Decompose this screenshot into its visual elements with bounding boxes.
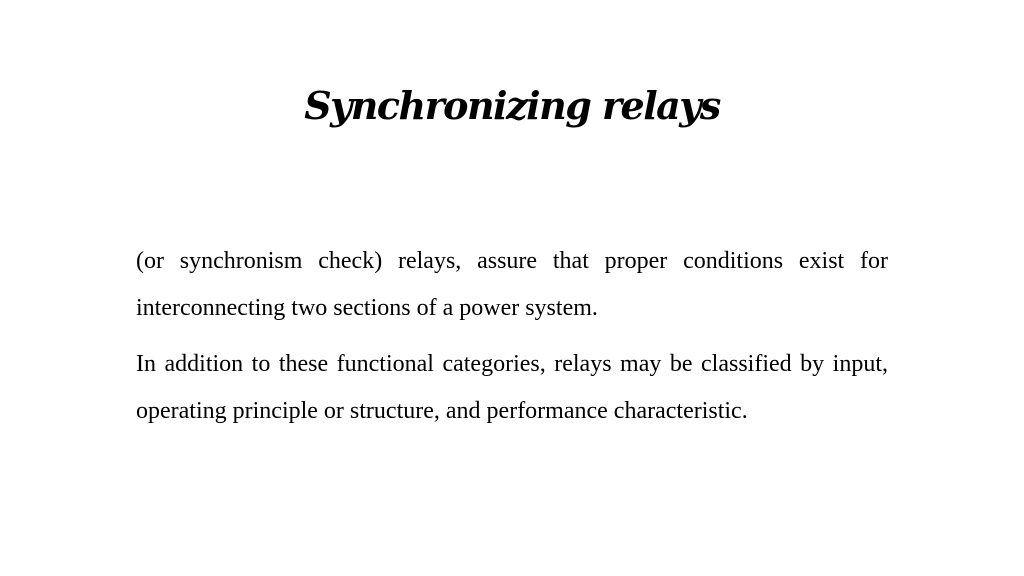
slide-title: Synchronizing relays bbox=[304, 83, 720, 128]
body-paragraph-synchronism: (or synchronism check) relays, assure that proper conditions exist for interconnecting two sections of a power system. bbox=[136, 248, 888, 321]
body-paragraph-classification: In addition to these functional categories, relays may be classified by input, operating principle or structure, and performance characteristic. bbox=[136, 351, 888, 424]
slide-body bbox=[136, 238, 888, 444]
